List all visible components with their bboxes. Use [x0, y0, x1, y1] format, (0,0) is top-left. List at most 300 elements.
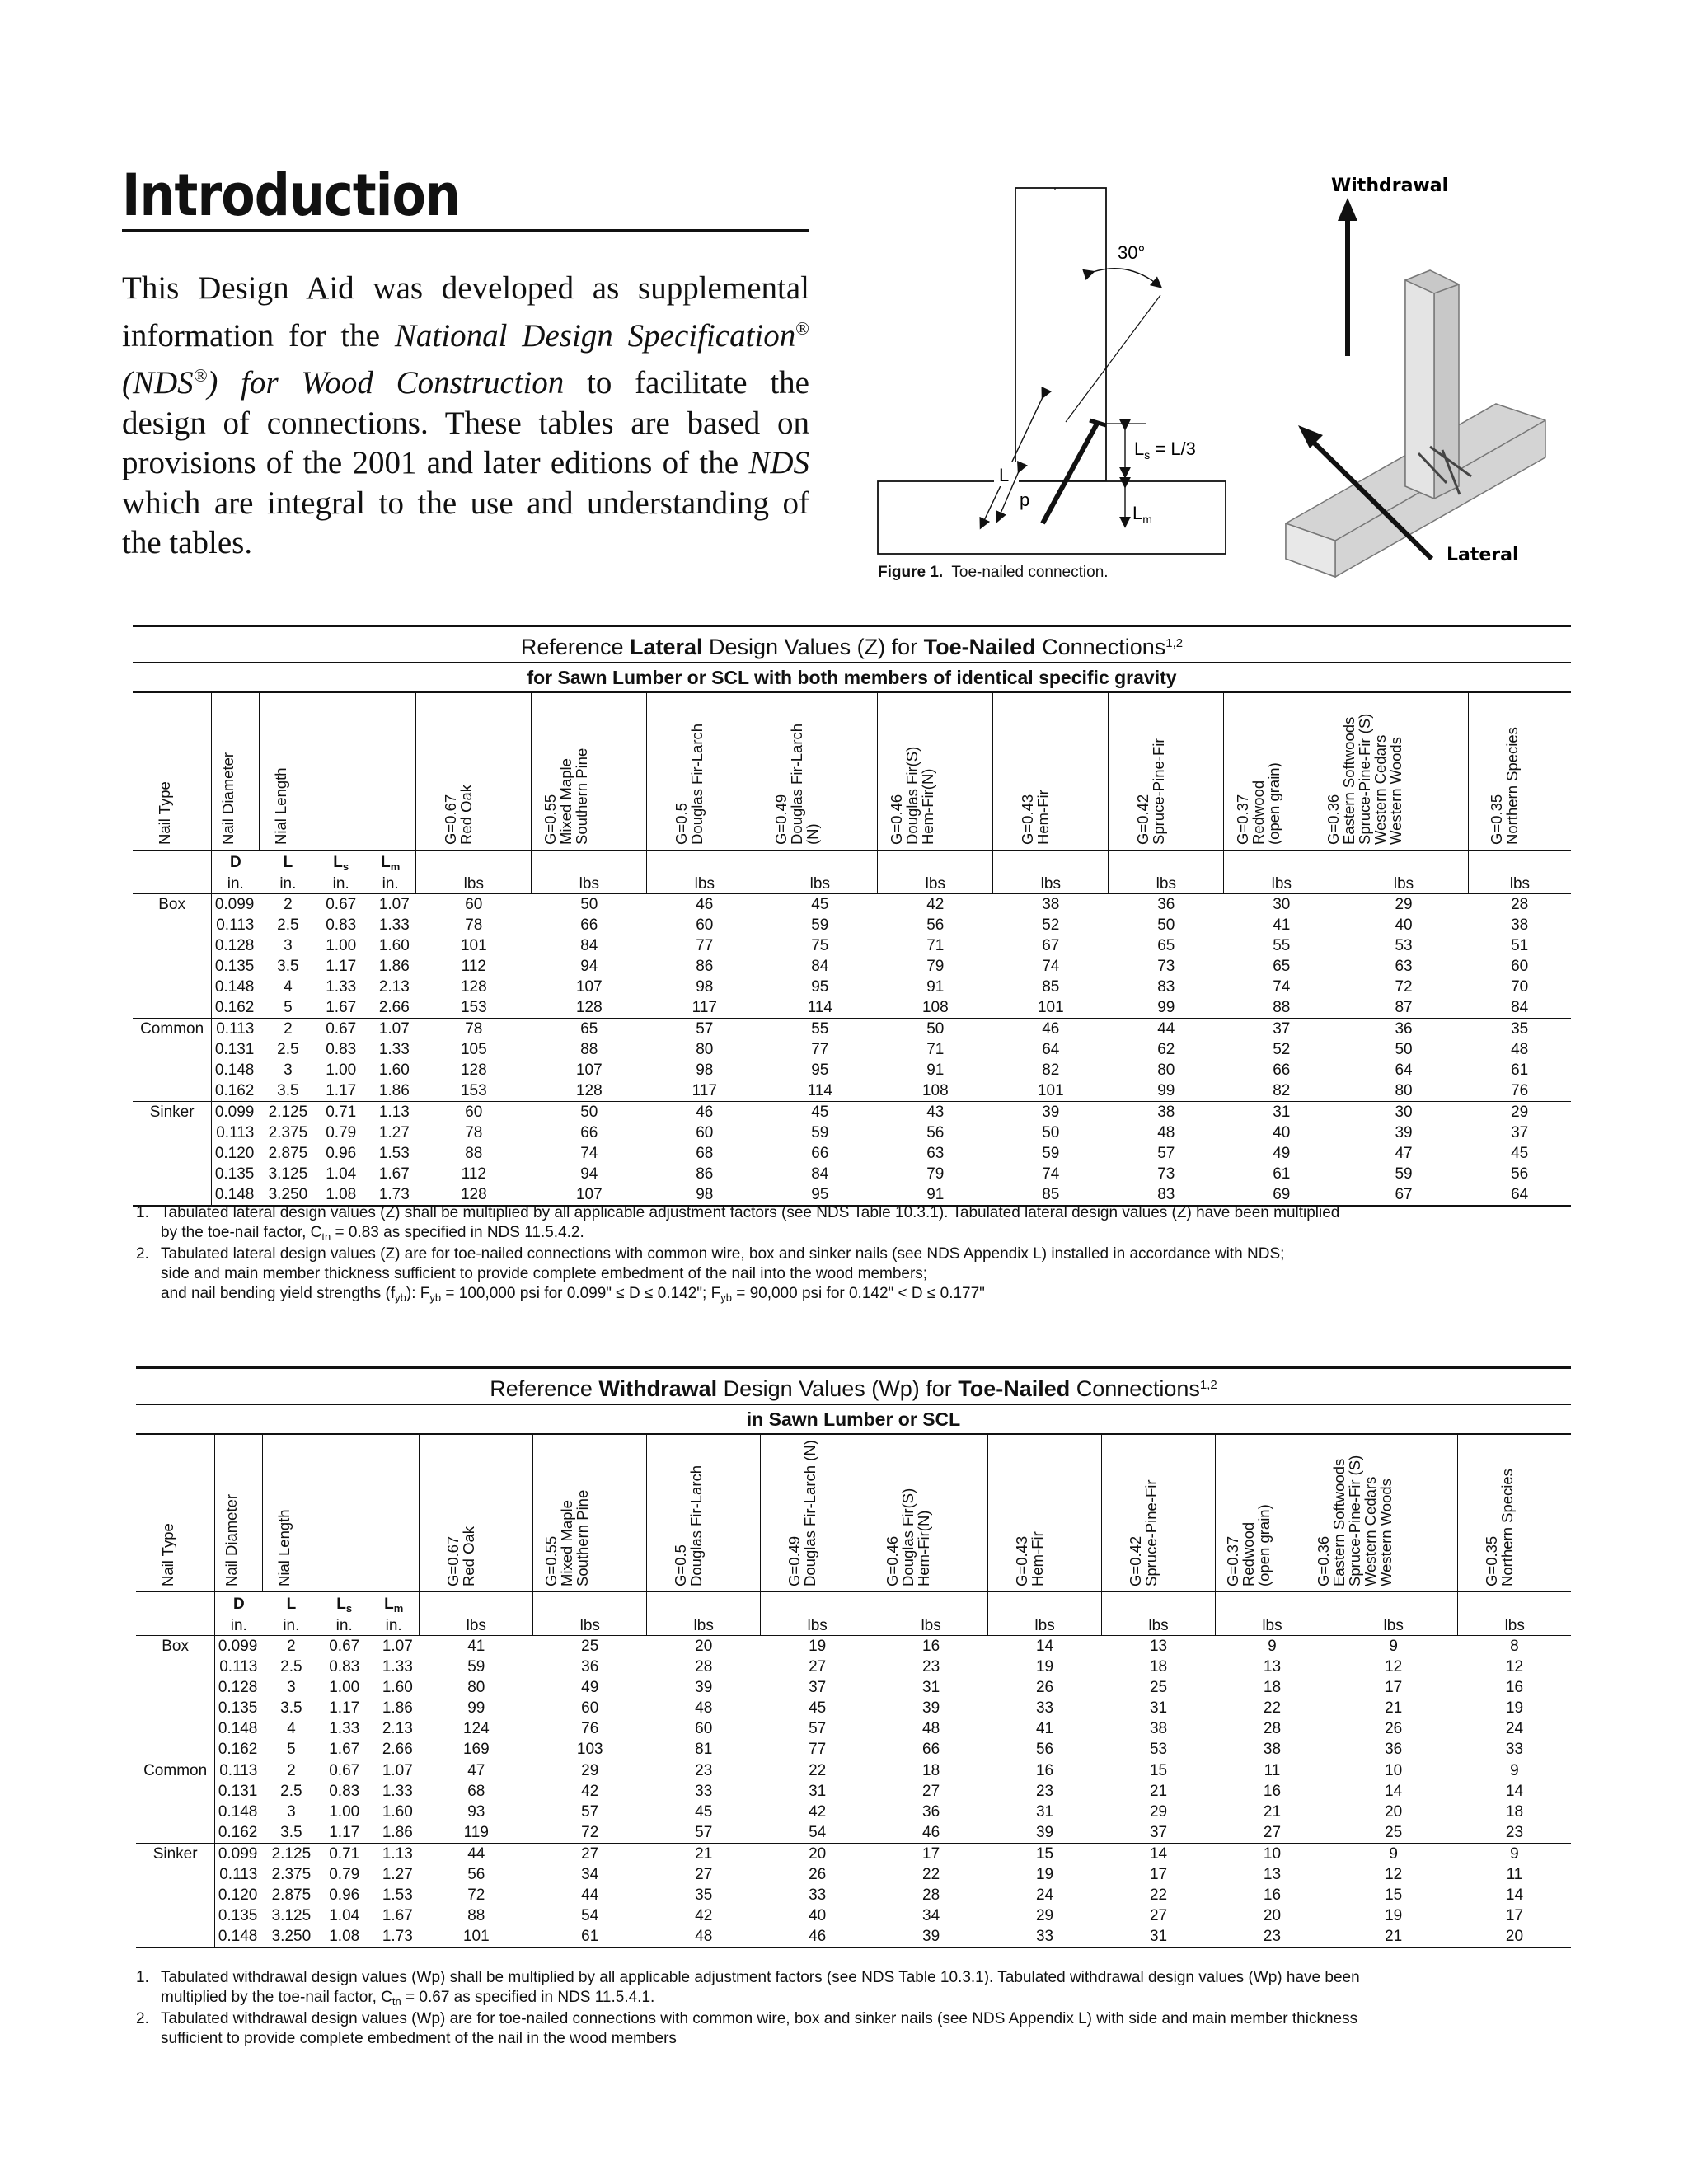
nail-dimension-cell: 1.67	[326, 999, 357, 1016]
design-value-cell: 31	[1035, 1803, 1054, 1821]
design-value-cell: 31	[809, 1783, 827, 1800]
nail-dimension-cell: 0.71	[320, 1844, 368, 1865]
nail-dimension-cell: 2.125	[259, 1102, 316, 1123]
nail-type-cell	[136, 1905, 215, 1926]
design-value-cell: 88	[580, 1041, 598, 1058]
design-value-cell: 18	[1149, 1658, 1168, 1675]
design-value-cell: 88	[1273, 999, 1291, 1016]
design-value-cell: 59	[467, 1658, 485, 1675]
design-value-cell: 72	[581, 1824, 599, 1841]
nail-dimension-cell: 2.66	[382, 1741, 413, 1758]
load-direction-diagram	[1273, 173, 1554, 602]
design-value-cell: 84	[811, 1165, 829, 1183]
design-value-cell: 45	[809, 1699, 827, 1717]
design-value-cell: 9	[1329, 1844, 1457, 1865]
design-value-cell: 48	[647, 1926, 761, 1947]
lateral-unit-row: in. in. in. in. lbs lbs lbs lbs lbs lbs lbs lbs lbs lbs	[133, 875, 1571, 894]
design-value-cell: 19	[761, 1636, 874, 1657]
nail-type-cell	[133, 1039, 212, 1060]
design-value-cell: 80	[1157, 1062, 1175, 1079]
design-value-cell: 87	[1395, 999, 1413, 1016]
design-value-cell: 26	[809, 1866, 827, 1883]
design-value-cell: 17	[1149, 1866, 1168, 1883]
design-value-cell: 94	[580, 1165, 598, 1183]
design-value-cell: 36	[1339, 1019, 1468, 1040]
design-value-cell: 65	[1157, 937, 1175, 954]
nail-dimension-cell: 0.113	[215, 1657, 263, 1677]
design-value-cell: 98	[647, 1184, 762, 1206]
design-value-cell: 54	[581, 1907, 599, 1924]
design-value-cell: 39	[695, 1679, 713, 1696]
design-value-cell: 60	[1511, 958, 1529, 975]
nail-dimension-cell: 1.17	[329, 1824, 360, 1841]
design-value-cell: 86	[696, 1165, 714, 1183]
design-value-cell: 73	[1157, 1165, 1175, 1183]
design-value-cell: 10	[1329, 1760, 1457, 1782]
nail-dimension-cell: 1.07	[368, 1760, 420, 1782]
design-value-cell: 39	[874, 1926, 988, 1947]
col-species: G=0.43 Hem-Fir	[988, 1434, 1102, 1592]
nail-dimension-cell: 0.135	[215, 1905, 263, 1926]
nail-dimension-cell: 1.60	[378, 1062, 410, 1079]
design-value-cell: 66	[811, 1145, 829, 1162]
design-value-cell: 74	[580, 1145, 598, 1162]
lateral-table-title: Reference Lateral Design Values (Z) for Toe-Nailed Connections$^{1,2}$	[133, 626, 1571, 663]
design-value-cell: 38	[1511, 916, 1529, 934]
nail-dimension-cell: 4	[287, 1720, 296, 1737]
design-value-cell: 128	[460, 1062, 487, 1079]
nail-dimension-cell: 0.148	[215, 1802, 263, 1822]
table-row	[133, 915, 1571, 935]
design-value-cell: 78	[465, 916, 483, 934]
design-value-cell: 78	[465, 1124, 483, 1141]
table-row	[133, 1122, 1571, 1143]
design-value-cell: 23	[1505, 1824, 1524, 1841]
nail-dimension-cell: 2.875	[271, 1886, 312, 1904]
col-species: G=0.67 Red Oak	[420, 1434, 533, 1592]
design-value-cell: 12	[1505, 1658, 1524, 1675]
nail-dimension-cell: 0.96	[329, 1886, 360, 1904]
design-value-cell: 54	[809, 1824, 827, 1841]
design-value-cell: 78	[416, 1019, 532, 1040]
table-row	[133, 956, 1571, 977]
design-value-cell: 16	[1263, 1783, 1282, 1800]
design-value-cell: 18	[1505, 1803, 1524, 1821]
design-value-cell: 44	[581, 1886, 599, 1904]
design-value-cell: 46	[761, 1926, 874, 1947]
design-value-cell: 84	[580, 937, 598, 954]
design-value-cell: 20	[761, 1844, 874, 1865]
design-value-cell: 80	[696, 1041, 714, 1058]
design-value-cell: 38	[1263, 1741, 1282, 1758]
nail-dimension-cell: 1.33	[382, 1783, 413, 1800]
design-value-cell: 117	[692, 1082, 717, 1099]
nail-type-cell	[136, 1677, 215, 1698]
design-value-cell: 107	[575, 978, 603, 996]
design-value-cell: 69	[1224, 1184, 1339, 1206]
design-value-cell: 53	[1149, 1741, 1168, 1758]
nail-dimension-cell: 5	[287, 1741, 296, 1758]
col-nail-type: Nail Type	[158, 1523, 176, 1586]
design-value-cell: 57	[695, 1824, 713, 1841]
nail-dimension-cell: 0.131	[212, 1039, 260, 1060]
design-value-cell: 48	[1511, 1041, 1529, 1058]
design-value-cell: 48	[695, 1699, 713, 1717]
nail-dimension-cell: 1.07	[368, 1636, 420, 1657]
nail-dimension-cell: 1.86	[382, 1699, 413, 1717]
figure-caption: Figure 1. Toe-nailed connection.	[878, 564, 1109, 581]
design-value-cell: 39	[1035, 1824, 1054, 1841]
design-value-cell: 21	[1263, 1803, 1282, 1821]
col-species: G=0.42 Spruce-Pine-Fir	[1109, 692, 1224, 851]
design-value-cell: 74	[1042, 1165, 1060, 1183]
nail-dimension-cell: 1.33	[378, 916, 410, 934]
design-value-cell: 40	[809, 1907, 827, 1924]
nail-type-cell: Common	[136, 1760, 215, 1782]
design-value-cell: 61	[533, 1926, 647, 1947]
table-row	[136, 1885, 1571, 1905]
design-value-cell: 14	[1102, 1844, 1216, 1865]
nail-dimension-cell: 0.71	[316, 1102, 365, 1123]
nail-dimension-cell: 1.33	[382, 1658, 413, 1675]
table-row	[136, 1718, 1571, 1739]
design-value-cell: 107	[575, 1062, 603, 1079]
nail-dimension-cell: 0.113	[212, 1122, 260, 1143]
nail-type-cell: Sinker	[136, 1844, 215, 1865]
nail-dimension-cell: 1.08	[316, 1184, 365, 1206]
design-value-cell: 25	[1385, 1824, 1403, 1841]
design-value-cell: 70	[1511, 978, 1529, 996]
nail-dimension-cell: 1.27	[378, 1124, 410, 1141]
nail-dimension-cell: 0.83	[329, 1658, 360, 1675]
design-value-cell: 29	[1468, 1102, 1571, 1123]
nail-dimension-cell: 0.67	[316, 1019, 365, 1040]
table-row	[136, 1844, 1571, 1865]
design-value-cell: 74	[1273, 978, 1291, 996]
design-value-cell: 63	[926, 1145, 945, 1162]
nail-dimension-cell: 0.79	[326, 1124, 357, 1141]
col-species: G=0.5 Douglas Fir-Larch	[647, 1434, 761, 1592]
nail-dimension-cell: 0.162	[212, 1080, 260, 1102]
design-value-cell: 17	[1505, 1907, 1524, 1924]
nail-dimension-cell: 0.135	[215, 1698, 263, 1718]
nail-type-cell: Sinker	[133, 1102, 212, 1123]
design-value-cell: 68	[696, 1145, 714, 1162]
design-value-cell: 27	[809, 1658, 827, 1675]
design-value-cell: 59	[1395, 1165, 1413, 1183]
design-value-cell: 31	[1224, 1102, 1339, 1123]
design-value-cell: 15	[1385, 1886, 1403, 1904]
nail-type-cell	[133, 1060, 212, 1080]
nail-dimension-cell: 0.148	[215, 1718, 263, 1739]
design-value-cell: 98	[696, 1062, 714, 1079]
design-value-cell: 82	[1273, 1082, 1291, 1099]
design-value-cell: 95	[762, 1184, 878, 1206]
design-value-cell: 81	[695, 1741, 713, 1758]
design-value-cell: 64	[1395, 1062, 1413, 1079]
table-row	[133, 1080, 1571, 1102]
design-value-cell: 12	[1385, 1866, 1403, 1883]
design-value-cell: 103	[576, 1741, 603, 1758]
design-value-cell: 99	[1157, 999, 1175, 1016]
col-species: G=0.46 Douglas Fir(S) Hem-Fir(N)	[878, 692, 993, 851]
design-value-cell: 42	[581, 1783, 599, 1800]
nail-dimension-cell: 0.162	[215, 1739, 263, 1760]
lateral-design-table	[133, 625, 1571, 1207]
design-value-cell: 33	[988, 1926, 1102, 1947]
col-species: G=0.5 Douglas Fir-Larch	[647, 692, 762, 851]
design-value-cell: 30	[1224, 894, 1339, 916]
withdrawal-table-title: Reference Withdrawal Design Values (Wp) for Toe-Nailed Connections$^{1,2}$	[136, 1368, 1571, 1405]
table-row	[133, 997, 1571, 1019]
col-species: G=0.37 Redwood (open grain)	[1215, 1434, 1329, 1592]
nail-dimension-cell: 0.148	[212, 1184, 260, 1206]
nail-dimension-cell: 2.375	[271, 1866, 312, 1883]
design-value-cell: 31	[1149, 1699, 1168, 1717]
nail-dimension-cell: 2	[259, 894, 316, 916]
design-value-cell: 57	[581, 1803, 599, 1821]
design-value-cell: 59	[1042, 1145, 1060, 1162]
nail-dimension-cell: 3.250	[262, 1926, 320, 1947]
design-value-cell: 16	[988, 1760, 1102, 1782]
table-row	[136, 1802, 1571, 1822]
table-row	[136, 1864, 1571, 1885]
withdrawal-footnote-2: 2. Tabulated withdrawal design values (Wp) are for toe-nailed connections with common wire, box and sinker nails (see NDS Appendix L) with side and main member thickness sufficient to provide complete embedment of the nail in the wood members	[136, 2010, 1358, 2047]
design-value-cell: 64	[1042, 1041, 1060, 1058]
design-value-cell: 60	[696, 916, 714, 934]
design-value-cell: 45	[695, 1803, 713, 1821]
design-value-cell: 61	[1511, 1062, 1529, 1079]
nail-dimension-cell: 1.86	[378, 958, 410, 975]
nail-dimension-cell: 1.86	[382, 1824, 413, 1841]
design-value-cell: 14	[1505, 1886, 1524, 1904]
nail-dimension-cell: 3.125	[271, 1907, 312, 1924]
design-value-cell: 79	[926, 958, 945, 975]
design-value-cell: 64	[1468, 1184, 1571, 1206]
design-value-cell: 20	[1263, 1907, 1282, 1924]
nail-dimension-cell: 1.17	[329, 1699, 360, 1717]
nail-dimension-cell: 0.120	[212, 1143, 260, 1164]
design-value-cell: 57	[809, 1720, 827, 1737]
design-value-cell: 56	[1511, 1165, 1529, 1183]
design-value-cell: 14	[1505, 1783, 1524, 1800]
design-value-cell: 71	[926, 1041, 945, 1058]
design-value-cell: 50	[1042, 1124, 1060, 1141]
design-value-cell: 67	[1042, 937, 1060, 954]
design-value-cell: 77	[809, 1741, 827, 1758]
design-value-cell: 36	[581, 1658, 599, 1675]
design-value-cell: 47	[1395, 1145, 1413, 1162]
nail-dimension-cell: 1.07	[365, 894, 416, 916]
design-value-cell: 91	[926, 978, 945, 996]
table-row	[133, 1164, 1571, 1184]
table-row	[133, 1039, 1571, 1060]
design-value-cell: 37	[1149, 1824, 1168, 1841]
design-value-cell: 27	[1263, 1824, 1282, 1841]
withdrawal-header-row	[136, 1434, 1571, 1592]
nail-dimension-cell: 0.099	[212, 1102, 260, 1123]
design-value-cell: 98	[696, 978, 714, 996]
withdrawal-footnote-1: 1. Tabulated withdrawal design values (Wp) shall be multiplied by all applicable adjustment factors (see NDS Table 10.3.1). Tabulated withdrawal design values (Wp) have been multiplied by the toe-nail factor, $C_{tn} = 0.67$ as specified in NDS 11.5.4.1.	[136, 1969, 1360, 2008]
design-value-cell: 37	[809, 1679, 827, 1696]
design-value-cell: 72	[467, 1886, 485, 1904]
design-value-cell: 19	[1035, 1866, 1054, 1883]
design-value-cell: 57	[647, 1019, 762, 1040]
nail-type-cell	[136, 1718, 215, 1739]
design-value-cell: 169	[462, 1741, 490, 1758]
nail-type-cell	[133, 1080, 212, 1102]
design-value-cell: 42	[809, 1803, 827, 1821]
nail-type-cell	[136, 1781, 215, 1802]
design-value-cell: 114	[807, 999, 832, 1016]
design-value-cell: 9	[1458, 1844, 1571, 1865]
design-value-cell: 18	[874, 1760, 988, 1782]
col-nail-length: Nial Length	[259, 692, 316, 851]
design-value-cell: 38	[1149, 1720, 1168, 1737]
col-species: G=0.43 Hem-Fir	[993, 692, 1109, 851]
design-value-cell: 49	[581, 1679, 599, 1696]
nail-dimension-cell: 1.53	[382, 1886, 413, 1904]
design-value-cell: 60	[416, 894, 532, 916]
nail-dimension-cell: 0.135	[212, 956, 260, 977]
design-value-cell: 13	[1263, 1866, 1282, 1883]
design-value-cell: 39	[993, 1102, 1109, 1123]
design-value-cell: 86	[696, 958, 714, 975]
nail-dimension-cell: 0.162	[215, 1822, 263, 1844]
col-species: G=0.36 Eastern Softwoods Spruce-Pine-Fir (S) Western Cedars Western Woods	[1329, 1434, 1457, 1592]
design-value-cell: 10	[1215, 1844, 1329, 1865]
design-value-cell: 124	[462, 1720, 490, 1737]
dim-lm-label: $L_m$	[1132, 503, 1152, 526]
design-value-cell: 91	[926, 1062, 945, 1079]
design-value-cell: 25	[1149, 1679, 1168, 1696]
design-value-cell: 57	[1157, 1145, 1175, 1162]
design-value-cell: 28	[695, 1658, 713, 1675]
col-species: G=0.49 Douglas Fir-Larch (N)	[762, 692, 878, 851]
design-value-cell: 76	[581, 1720, 599, 1737]
design-value-cell: 20	[647, 1636, 761, 1657]
col-species: G=0.67 Red Oak	[416, 692, 532, 851]
design-value-cell: 13	[1102, 1636, 1216, 1657]
nail-dimension-cell: 1.53	[378, 1145, 410, 1162]
design-value-cell: 88	[467, 1907, 485, 1924]
design-value-cell: 12	[1385, 1658, 1403, 1675]
nail-type-cell	[133, 956, 212, 977]
design-value-cell: 117	[692, 999, 717, 1016]
design-value-cell: 19	[1385, 1907, 1403, 1924]
col-species: G=0.35 Northern Species	[1458, 1434, 1571, 1592]
nail-dimension-cell: 0.83	[329, 1783, 360, 1800]
col-species: G=0.49 Douglas Fir-Larch (N)	[761, 1434, 874, 1592]
lateral-footnote-1: 1. Tabulated lateral design values (Z) shall be multiplied by all applicable adjustment factors (see NDS Table 10.3.1). Tabulated lateral design values (Z) have been multiplied by the toe-nail factor, $C_{tn} = 0.83$ as specified in NDS 11.5.4.2.	[136, 1204, 1340, 1243]
design-value-cell: 101	[420, 1926, 533, 1947]
table-row	[133, 1143, 1571, 1164]
design-value-cell: 22	[922, 1866, 940, 1883]
col-nail-type: Nail Type	[155, 781, 173, 845]
nail-dimension-cell: 0.148	[212, 1060, 260, 1080]
nail-dimension-cell: 0.67	[320, 1636, 368, 1657]
col-nail-diameter: Nail Diameter	[212, 692, 260, 851]
design-value-cell: 72	[1395, 978, 1413, 996]
design-value-cell: 128	[575, 999, 603, 1016]
design-value-cell: 105	[460, 1041, 487, 1058]
design-value-cell: 33	[695, 1783, 713, 1800]
nail-type-cell: Box	[136, 1636, 215, 1657]
design-value-cell: 46	[647, 1102, 762, 1123]
design-value-cell: 41	[1035, 1720, 1054, 1737]
dim-l-label: L	[999, 465, 1010, 485]
design-value-cell: 39	[1395, 1124, 1413, 1141]
design-value-cell: 9	[1329, 1636, 1457, 1657]
design-value-cell: 29	[1339, 894, 1468, 916]
design-value-cell: 56	[1035, 1741, 1054, 1758]
design-value-cell: 99	[467, 1699, 485, 1717]
nail-dimension-cell: 0.120	[215, 1885, 263, 1905]
nail-dimension-cell: 2	[259, 1019, 316, 1040]
nail-dimension-cell: 1.08	[320, 1926, 368, 1947]
design-value-cell: 50	[1395, 1041, 1413, 1058]
design-value-cell: 13	[1263, 1658, 1282, 1675]
design-value-cell: 17	[1385, 1679, 1403, 1696]
nail-dimension-cell: 1.73	[368, 1926, 420, 1947]
col-species: G=0.42 Spruce-Pine-Fir	[1102, 1434, 1216, 1592]
nail-dimension-cell: 2	[262, 1636, 320, 1657]
design-value-cell: 83	[1157, 978, 1175, 996]
design-value-cell: 24	[1505, 1720, 1524, 1737]
nail-dimension-cell: 0.099	[215, 1636, 263, 1657]
design-value-cell: 55	[762, 1019, 878, 1040]
design-value-cell: 77	[696, 937, 714, 954]
design-value-cell: 60	[696, 1124, 714, 1141]
design-value-cell: 59	[811, 1124, 829, 1141]
design-value-cell: 36	[1385, 1741, 1403, 1758]
table-row	[136, 1739, 1571, 1760]
nail-dimension-cell: 0.67	[316, 894, 365, 916]
intro-divider	[122, 229, 809, 232]
design-value-cell: 47	[420, 1760, 533, 1782]
design-value-cell: 27	[533, 1844, 647, 1865]
table-row	[136, 1822, 1571, 1844]
design-value-cell: 15	[1102, 1760, 1216, 1782]
design-value-cell: 40	[1395, 916, 1413, 934]
design-value-cell: 8	[1458, 1636, 1571, 1657]
nail-dimension-cell: 1.67	[329, 1741, 360, 1758]
nail-dimension-cell: 0.162	[212, 997, 260, 1019]
design-value-cell: 11	[1215, 1760, 1329, 1782]
nail-dimension-cell: 1.00	[326, 937, 357, 954]
design-value-cell: 66	[580, 1124, 598, 1141]
design-value-cell: 49	[1273, 1145, 1291, 1162]
nail-dimension-cell: 1.13	[365, 1102, 416, 1123]
nail-dimension-cell: 1.13	[368, 1844, 420, 1865]
design-value-cell: 45	[762, 894, 878, 916]
table-row	[133, 1102, 1571, 1123]
design-value-cell: 60	[581, 1699, 599, 1717]
nail-dimension-cell: 1.00	[329, 1803, 360, 1821]
col-species: G=0.55 Mixed Maple Southern Pine	[532, 692, 647, 851]
nail-dimension-cell: 0.099	[212, 894, 260, 916]
nail-dimension-cell: 2.875	[268, 1145, 308, 1162]
design-value-cell: 22	[1263, 1699, 1282, 1717]
design-value-cell: 153	[460, 999, 487, 1016]
design-value-cell: 44	[420, 1844, 533, 1865]
design-value-cell: 23	[1035, 1783, 1054, 1800]
withdrawal-design-table	[136, 1366, 1571, 1948]
design-value-cell: 55	[1273, 937, 1291, 954]
design-value-cell: 16	[1263, 1886, 1282, 1904]
nail-dimension-cell: 0.128	[212, 935, 260, 956]
nail-dimension-cell: 3	[287, 1679, 296, 1696]
